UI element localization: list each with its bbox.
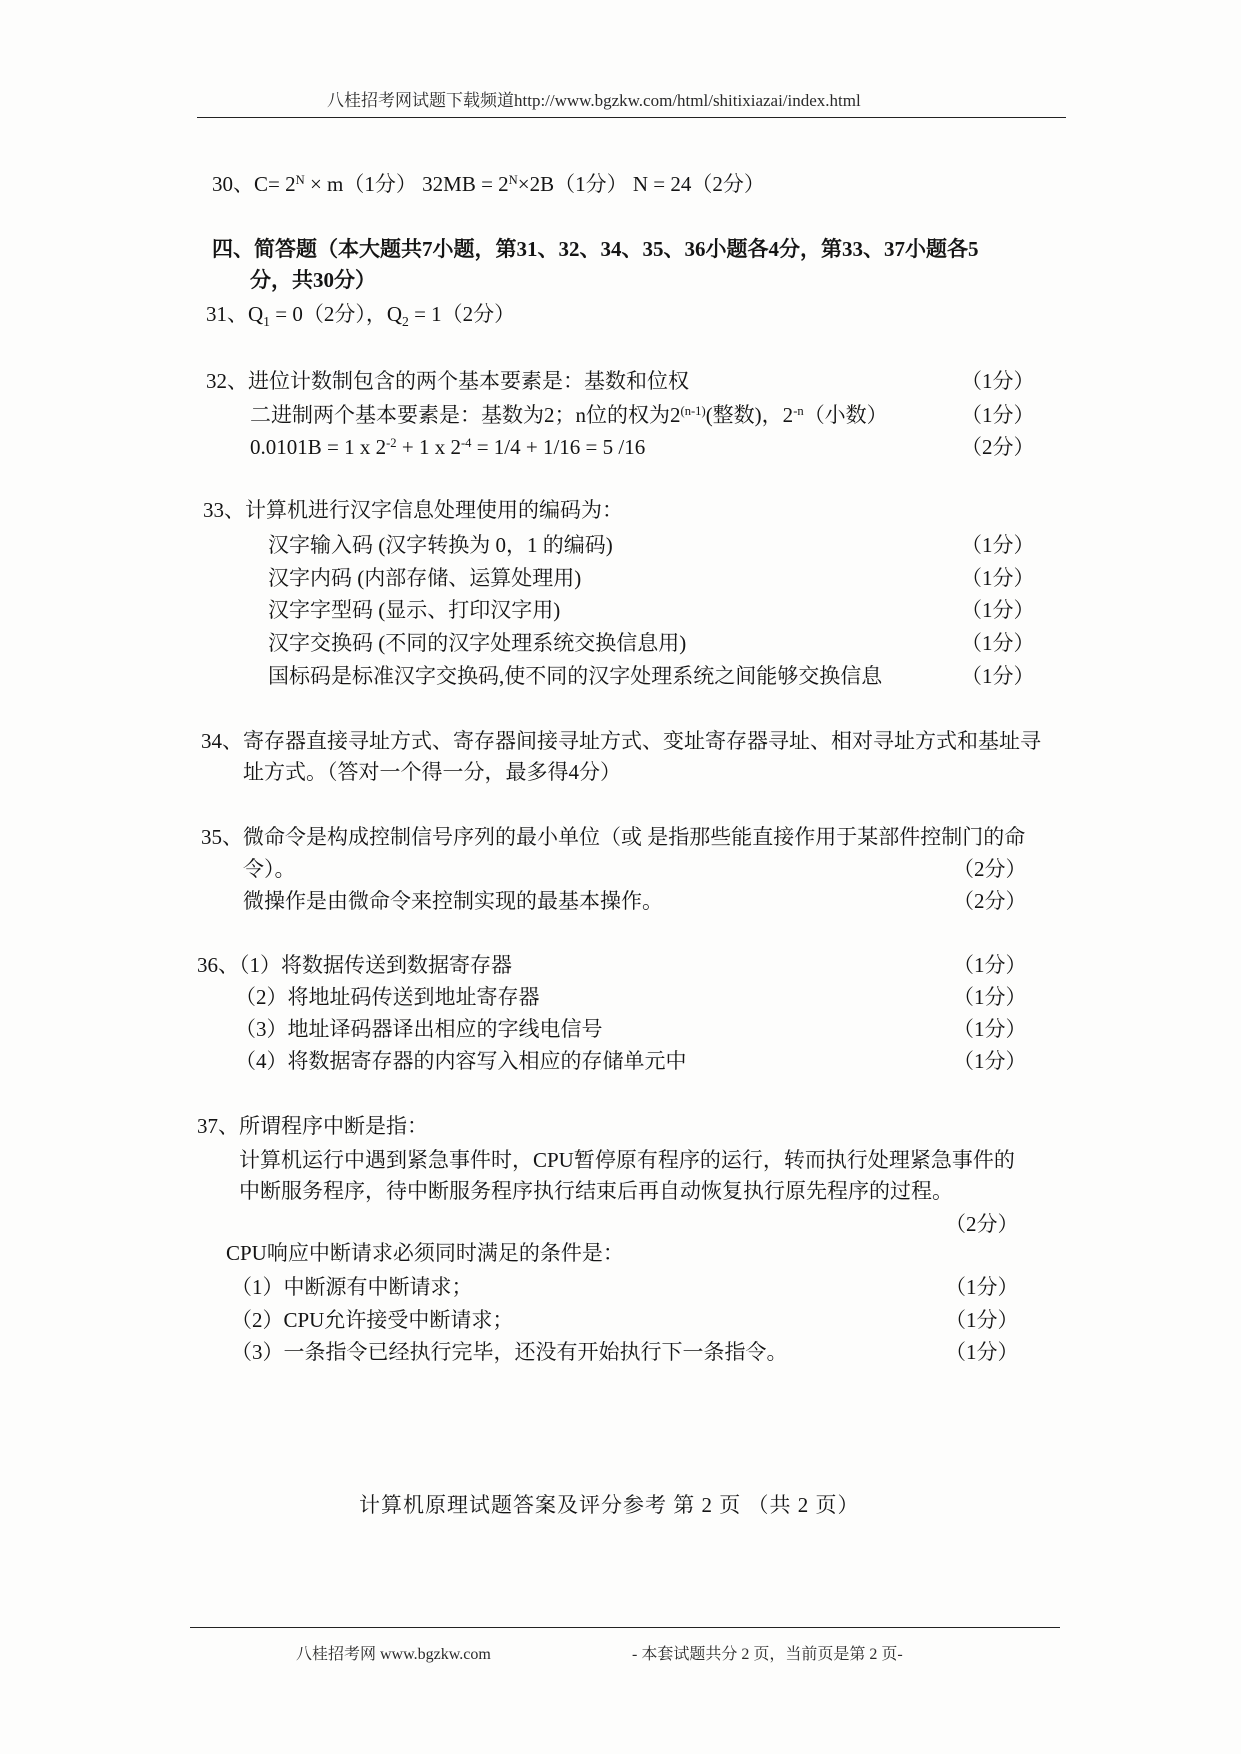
answer-36-item: （3）地址译码器译出相应的字线电信号 [235,1017,603,1041]
score: （1分） [953,1017,1027,1041]
answer-32-exponent: -n [793,404,804,419]
page-footer-title: 计算机原理试题答案及评分参考 第 2 页 （共 2 页） [359,1493,860,1517]
answer-32-text: 0.0101B = 1 x 2 [250,435,387,459]
score: （1分） [961,403,1035,427]
answer-32-exponent: (n-1) [680,404,706,419]
answer-37-condition: （2）CPU允许接受中断请求； [231,1308,514,1332]
answer-31-text: = 0（2分），Q [270,302,403,326]
footer-rule [190,1627,1060,1628]
answer-33-item: 汉字内码 (内部存储、运算处理用) [268,566,582,590]
score: （1分） [961,631,1035,655]
answer-35-line: 35、微命令是构成控制信号序列的最小单位（或 是指那些能直接作用于某部件控制门的命 [201,825,1026,849]
answer-35-line: 令）。 [243,857,296,881]
answer-32-exponent: -2 [386,436,397,451]
header-rule [197,117,1066,118]
header-source-text: 八桂招考网试题下载频道http://www.bgzkw.com/html/shitixiazai/index.html [327,91,861,110]
answer-32-text: (整数)，2 [705,403,794,427]
answer-37-definition: 中断服务程序，待中断服务程序执行结束后再自动恢复执行原先程序的过程。 [239,1179,953,1203]
answer-31-text: 31、Q [206,302,264,326]
answer-31-subscript: 1 [263,313,270,329]
answer-36-item: （4）将数据寄存器的内容写入相应的存储单元中 [235,1049,687,1073]
answer-32-exponent: -4 [460,436,472,451]
score: （1分） [945,1308,1019,1332]
answer-32-text: （小数） [803,403,888,427]
answer-36-item: 36、（1）将数据传送到数据寄存器 [197,953,512,977]
answer-30 [212,172,765,199]
answer-31-subscript: 2 [402,313,409,329]
answer-32-text: = 1/4 + 1/16 = 5 /16 [471,435,646,459]
score: （1分） [961,664,1035,688]
score: （2分） [961,435,1035,459]
answer-36-item: （2）将地址码传送到地址寄存器 [235,985,540,1009]
answer-33-item: 汉字输入码 (汉字转换为 0，1 的编码) [268,533,613,557]
answer-30-text: ×2B（1分） N = 24（2分） [517,172,765,196]
answer-37-definition: 计算机运行中遇到紧急事件时，CPU暂停原有程序的运行，转而执行处理紧急事件的 [239,1148,1015,1172]
score: （1分） [961,566,1035,590]
footer-site: 八桂招考网 www.bgzkw.com [296,1646,491,1663]
score: （1分） [953,1049,1027,1073]
section-heading: 四、简答题（本大题共7小题，第31、32、34、35、36小题各4分，第33、37小题各5 [212,237,979,261]
answer-34-line: 34、寄存器直接寻址方式、寄存器间接寻址方式、变址寄存器寻址、相对寻址方式和基址寻 [201,729,1041,753]
score: （1分） [961,533,1035,557]
answer-30-exponent: N [295,173,305,188]
answer-33-item: 汉字字型码 (显示、打印汉字用) [268,598,561,622]
score: （2分） [945,1212,1019,1236]
footer-page-info: - 本套试题共分 2 页，当前页是第 2 页- [632,1646,903,1663]
answer-32-line [250,403,888,430]
section-heading-continued: 分，共30分） [250,268,376,292]
score: （1分） [953,985,1027,1009]
score: （1分） [953,953,1027,977]
answer-35-line: 微操作是由微命令来控制实现的最基本操作。 [243,889,663,913]
answer-32-line [250,435,645,462]
answer-31-text: = 1（2分） [408,302,516,326]
score: （1分） [961,369,1035,393]
answer-32-line: 32、进位计数制包含的两个基本要素是：基数和位权 [206,369,689,393]
answer-33-item: 国标码是标准汉字交换码,使不同的汉字处理系统之间能够交换信息 [268,664,883,688]
score: （1分） [961,598,1035,622]
answer-37-intro: 37、所谓程序中断是指： [197,1114,428,1138]
answer-37-condition: （3）一条指令已经执行完毕，还没有开始执行下一条指令。 [231,1340,788,1364]
score: （2分） [953,889,1027,913]
answer-33-item: 汉字交换码 (不同的汉字处理系统交换信息用) [268,631,687,655]
score: （1分） [945,1340,1019,1364]
score: （1分） [945,1275,1019,1299]
answer-34-line: 址方式。（答对一个得一分，最多得4分） [243,760,621,784]
answer-30-exponent: N [508,173,518,188]
answer-33-intro: 33、计算机进行汉字信息处理使用的编码为： [203,498,623,522]
score: （2分） [953,857,1027,881]
answer-30-text: 30、C= 2 [212,172,296,196]
answer-30-text: × m（1分） 32MB = 2 [304,172,509,196]
answer-31 [206,302,515,329]
answer-37-conditions-intro: CPU响应中断请求必须同时满足的条件是： [226,1241,624,1265]
answer-32-text: + 1 x 2 [396,435,461,459]
answer-32-text: 二进制两个基本要素是：基数为2；n位的权为2 [250,403,681,427]
answer-37-condition: （1）中断源有中断请求； [231,1275,473,1299]
